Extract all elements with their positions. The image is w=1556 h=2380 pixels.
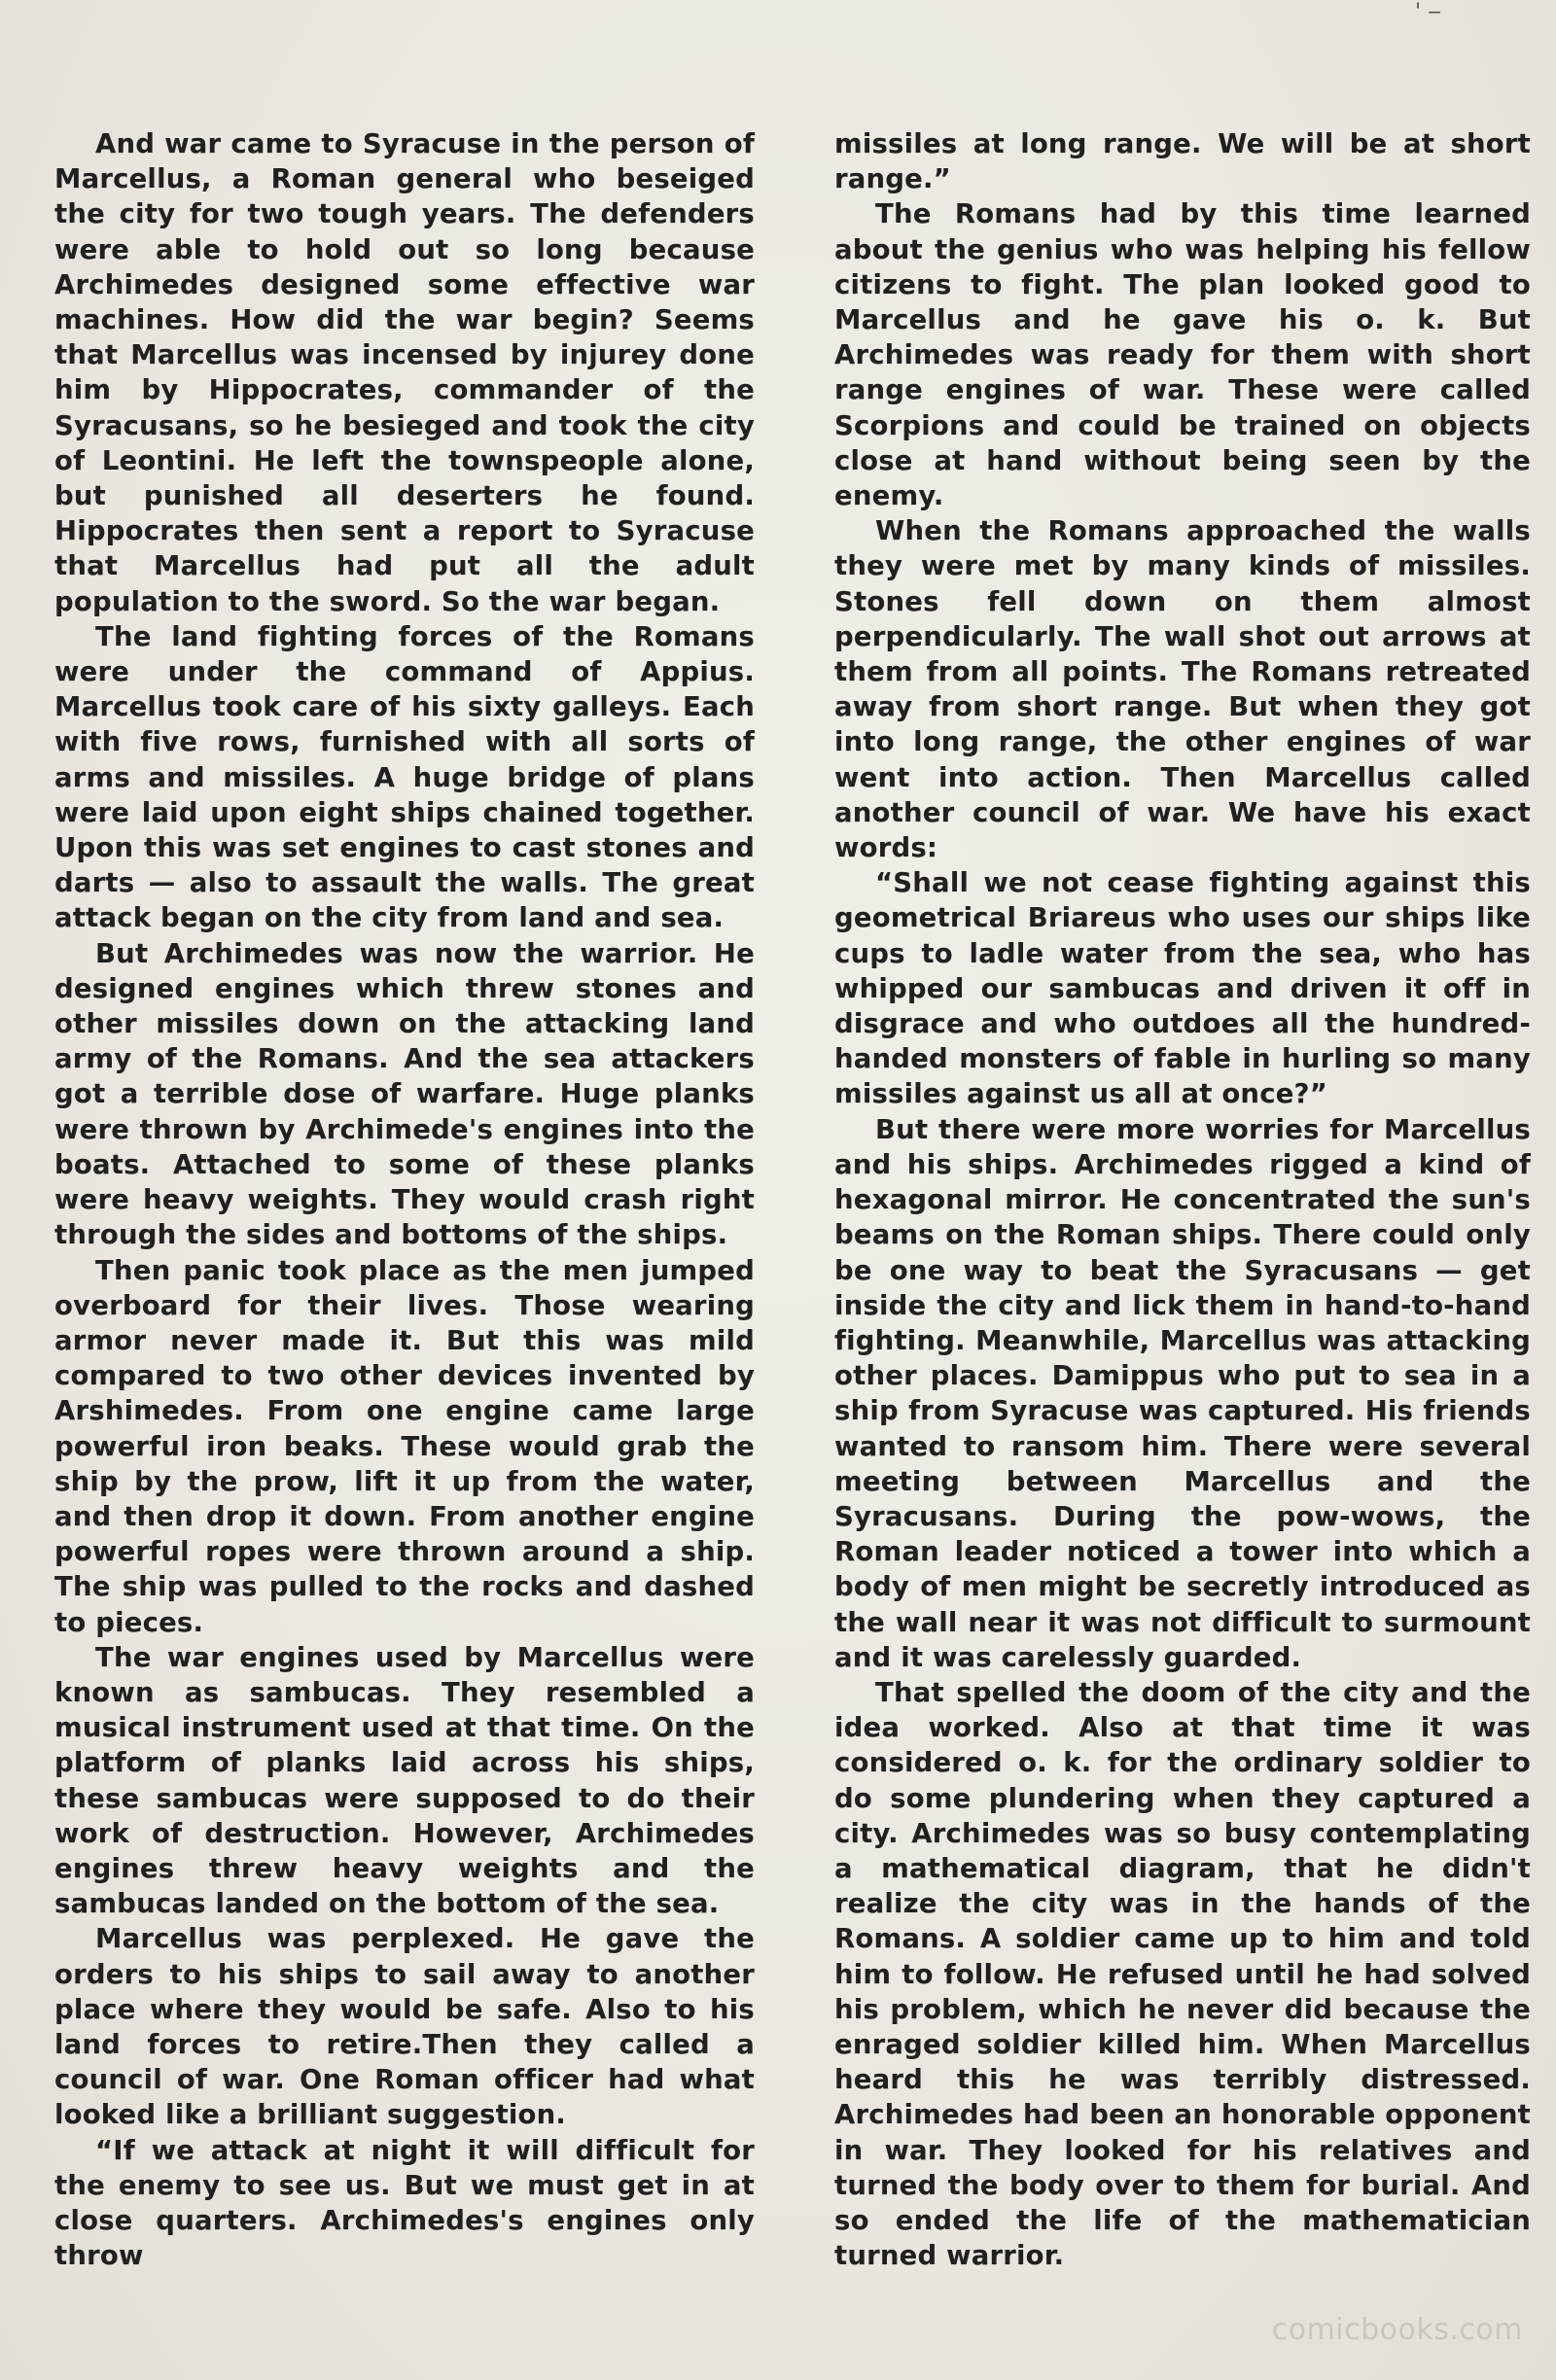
paragraph: “Shall we not cease fighting against this geometrical Briareus who uses our ships like cups to ladle water from the sea, who has whipped our sambucas and driven it off in disgrace and who outdoes all the hundred-handed monsters of fable in hurling so many missiles against us all at once?” (834, 867, 1531, 1110)
paragraph: Marcellus was perplexed. He gave the orders to his ships to sail away to another place where they would be safe. Also to his land forces to retire.Then they called a council of war. One Roman officer had what looked like a brilliant suggestion. (54, 1923, 755, 2131)
paragraph: The Romans had by this time learned about the genius who was helping his fellow citizens to fight. The plan looked good to Marcellus and he gave his o. k. But Archimedes was ready for them with short range engines of war. These were called Scorpions and could be trained on objects close at hand without being seen by the enemy. (834, 198, 1531, 512)
paragraph: But there were more worries for Marcellus and his ships. Archimedes rigged a kind of hexagonal mirror. He concentrated the sun's beams on the Roman ships. There could only be one way to beat the Syracusans — get inside the city and lick them in hand-to-hand fighting. Meanwhile, Marcellus was attacking other places. Damippus who put to sea in a ship from Syracuse was captured. His friends wanted to ransom him. There were several meeting between Marcellus and the Syracusans. During the pow-wows, the Roman leader noticed a tower into which a body of men might be secretly introduced as the wall near it was not difficult to surmount and it was carelessly guarded. (834, 1113, 1531, 1673)
paragraph: But Archimedes was now the warrior. He designed engines which threw stones and other missiles down on the attacking land army of the Romans. And the sea attackers got a terrible dose of warfare. Huge planks were thrown by Archimede's engines into the boats. Attached to some of these planks were heavy weights. They would crash right through the sides and bottoms of the ships. (54, 937, 755, 1251)
paragraph: The war engines used by Marcellus were known as sambucas. They resembled a musical instrument used at that time. On the platform of planks laid across his ships, these sambucas were supposed to do their work of destruction. However, Archimedes engines threw heavy weights and the sambucas landed on the bottom of the sea. (54, 1641, 755, 1920)
watermark: comicbooks.com (1271, 2313, 1523, 2347)
paragraph: And war came to Syracuse in the person of Marcellus, a Roman general who beseiged the city for two tough years. The defenders were able to hold out so long because Archimedes designed some effective war machines. How did the war begin? Seems that Marcellus was incensed by injurey done him by Hippocrates, commander of the Syracusans, so he besieged and took the city of Leontini. He left the townspeople alone, but punished all deserters he found. Hippocrates then sent a report to Syracuse that Marcellus had put all the adult population to the sword. So the war began. (54, 128, 755, 617)
paragraph: That spelled the doom of the city and the idea worked. Also at that time it was considered o. k. for the ordinary soldier to do some plundering when they captured a city. Archimedes was so busy contemplating a mathematical diagram, that he didn't realize the city was in the hands of the Romans. A soldier came up to him and told him to follow. He refused until he had solved his problem, which he never did because the enraged soldier killed him. When Marcellus heard this he was terribly distressed. Archimedes had been an honorable opponent in war. They looked for his relatives and turned the body over to them for burial. And so ended the life of the mathematician turned warrior. (834, 1676, 1531, 2272)
right-column (834, 126, 1531, 2273)
paragraph: Then panic took place as the men jumped overboard for their lives. Those wearing armor never made it. But this was mild compared to two other devices invented by Arshimedes. From one engine came large powerful iron beaks. These would grab the ship by the prow, lift it up from the water, and then drop it down. From another engine powerful ropes were thrown around a ship. The ship was pulled to the rocks and dashed to pieces. (54, 1254, 755, 1638)
left-column (54, 126, 755, 2273)
paragraph: “If we attack at night it will difficult for the enemy to see us. But we must get in at close quarters. Archimedes's engines only throw (54, 2134, 755, 2272)
paragraph: When the Romans approached the walls they were met by many kinds of missiles. Stones fell down on them almost perpendicularly. The wall shot out arrows at them from all points. The Romans retreated away from short range. But when they got into long range, the other engines of war went into action. Then Marcellus called another council of war. We have his exact words: (834, 515, 1531, 864)
paragraph: The land fighting forces of the Romans were under the command of Appius. Marcellus took care of his sixty galleys. Each with five rows, furnished with all sorts of arms and missiles. A huge bridge of plans were laid upon eight ships chained together. Upon this was set engines to cast stones and darts — also to assault the walls. The great attack began on the city from land and sea. (54, 620, 755, 934)
corner-mark: ' ‒ (1414, 0, 1441, 24)
paragraph-continuation: missiles at long range. We will be at short range.” (834, 128, 1531, 195)
